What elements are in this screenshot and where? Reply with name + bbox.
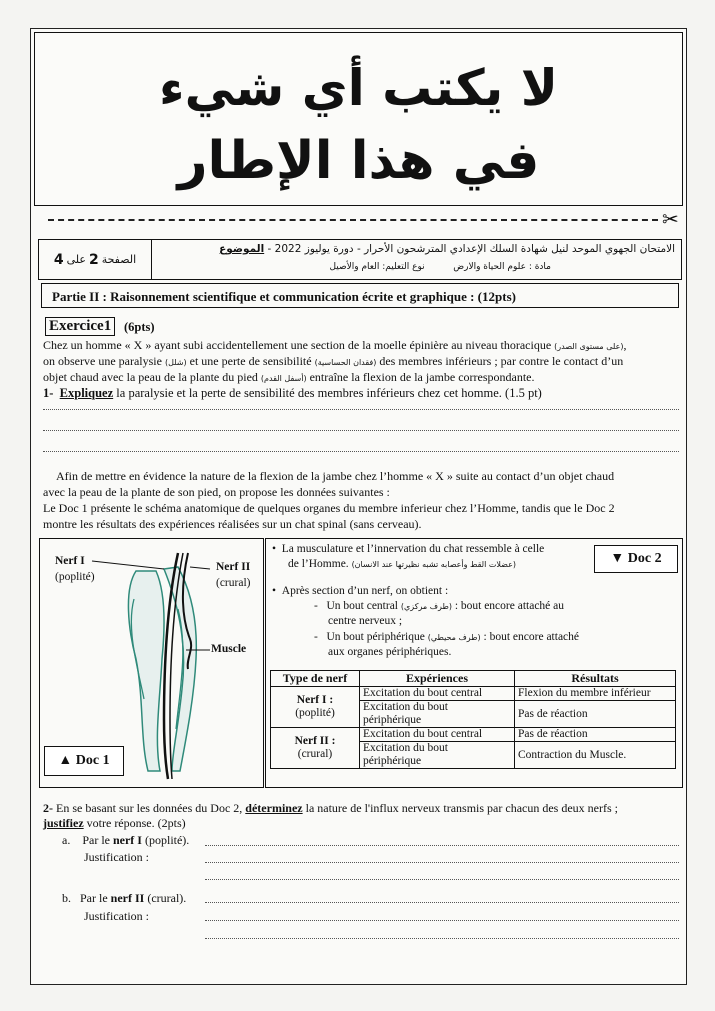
doc-2-b1b: de l’Homme.: [288, 558, 349, 570]
type-line: نوع التعليم: العام والأصيل: [329, 262, 425, 272]
subject-info: [329, 262, 551, 272]
doc-1-figure: [39, 538, 264, 788]
nerf-1-sub: (poplité): [55, 571, 95, 583]
context-line-1: Afin de mettre en évidence la nature de la flexion de la jambe chez l’homme « X » suite au contact d’un objet chaud: [56, 469, 615, 483]
nerf-2-sub: (crural): [216, 577, 251, 589]
q2b-text: Par le: [80, 891, 108, 905]
banner-line-2: في هذا الإطار: [177, 131, 540, 191]
q1-text: la paralysie et la perte de sensibilité des membres inférieurs chez cet homme. (1.5 pt): [116, 386, 542, 400]
intro-2a: on observe une paralysie: [43, 354, 162, 368]
intro-3b: entraîne la flexion de la jambe correspondante.: [309, 370, 535, 384]
cut-line: [48, 219, 658, 221]
doc-2-b1a: La musculature et l’innervation du chat ressemble à celle: [281, 543, 545, 555]
nerve-2-name: Nerf II :: [294, 735, 336, 747]
doc-2-dash-1: - Un bout central (طرف مركزي) : bout encore attaché au: [314, 600, 565, 612]
exp-cell: Excitation du bout central: [360, 728, 515, 742]
question-2: [43, 800, 618, 816]
pointer-line: [92, 561, 164, 569]
subject-line: مادة : علوم الحياة والارض: [453, 262, 551, 272]
q2b-justification-label: Justification :: [84, 909, 149, 923]
answer-line[interactable]: [43, 430, 679, 431]
exercise-1-points: (6pts): [124, 320, 155, 334]
exercise-label-text: Exercice1: [49, 318, 112, 334]
doc-2-d2b: : bout encore attaché: [483, 631, 580, 643]
exp-text: périphérique: [363, 714, 422, 726]
q2a-label: a.: [62, 833, 71, 847]
muscle-shape: [164, 567, 196, 771]
muscle-label: Muscle: [211, 643, 247, 655]
intro-3a: objet chaud avec la peau de la plante du pied: [43, 370, 258, 384]
exercise-1-label: [45, 317, 115, 336]
doc-2-b1-arabic: (عضلات القط وأعصابه تشبه نظيرتها عند الانسان): [351, 560, 517, 569]
intro-2-arabic-2: (فقدان الحساسية): [314, 358, 377, 367]
q2b: [62, 890, 186, 906]
doc-2-d2-arabic: (طرف محيطي): [427, 633, 481, 642]
result-cell: Pas de réaction: [515, 701, 676, 728]
exp-text: périphérique: [363, 755, 422, 767]
q2-verb: déterminez: [245, 801, 303, 815]
nerve-1-name: Nerf I :: [296, 694, 334, 706]
subject-word: الموضوع: [219, 243, 265, 255]
intro-2-arabic-1: (شلل): [164, 358, 187, 367]
exam-title: [219, 243, 675, 255]
doc-2-b2: Après section d’un nerf, on obtient :: [281, 585, 449, 597]
q2a: [62, 832, 189, 848]
q2-text-3: votre réponse. (2pts): [86, 816, 186, 830]
question-1: [43, 385, 542, 401]
exp-text: Excitation du bout: [363, 701, 448, 713]
question-2-line-2: [43, 815, 186, 831]
doc-2-d1-arabic: (طرف مركزي): [400, 602, 452, 611]
answer-line[interactable]: [43, 451, 679, 452]
doc-2-dash-1c: centre nerveux ;: [328, 615, 403, 627]
doc-2-d1b: : bout encore attaché au: [454, 600, 565, 612]
nerf-1-label: Nerf I: [55, 555, 85, 567]
q2a-bold: nerf I: [112, 833, 142, 847]
q2-text-1: En se basant sur les données du Doc 2,: [56, 801, 243, 815]
intro-1a: Chez un homme « X » ayant subi accidentellement une section de la moelle épinière au niveau thoracique: [43, 338, 552, 352]
q2b-bold: nerf II: [110, 891, 145, 905]
exp-cell: Excitation du bout central: [360, 687, 515, 701]
q2-number: 2-: [43, 801, 53, 815]
col-header: Expériences: [360, 671, 515, 687]
intro-2c: des membres inférieurs ; par contre le contact d’un: [379, 354, 624, 368]
answer-line[interactable]: [205, 938, 679, 939]
answer-line[interactable]: [205, 902, 679, 903]
page-indicator: [39, 240, 152, 279]
page-label: الصفحة: [101, 253, 137, 266]
exp-cell: [360, 742, 515, 769]
q2a-justification-label: Justification :: [84, 850, 149, 864]
page-total: 4: [53, 251, 64, 268]
nerf-2-label: Nerf II: [216, 561, 251, 573]
pointer-line: [190, 567, 210, 569]
q1-verb: Expliquez: [59, 386, 114, 400]
doc-2-bullet-1b: [288, 556, 516, 573]
context-line-3: Le Doc 1 présente le schéma anatomique de quelques organes du membre inferieur chez l’Homme, tandis que le Doc 2: [43, 501, 615, 515]
intro-3-arabic: (أسفل القدم): [260, 374, 307, 383]
q2b-label: b.: [62, 891, 71, 905]
q2-text-2: la nature de l'influx nerveux transmis par chacun des deux nerfs ;: [305, 801, 618, 815]
q2b-text-2: (crural).: [147, 891, 187, 905]
results-table: [270, 670, 676, 769]
answer-line[interactable]: [43, 409, 679, 410]
result-cell: Contraction du Muscle.: [515, 742, 676, 769]
answer-line[interactable]: [205, 920, 679, 921]
scissors-icon: ✂: [662, 207, 679, 231]
page-of: على: [66, 253, 86, 266]
doc-2-d2a: Un bout périphérique: [326, 631, 425, 643]
doc-2-dash-2: - Un bout périphérique (طرف محيطي) : bout encore attaché: [314, 631, 580, 643]
exp-cell: [360, 701, 515, 728]
nerve-cell: [271, 728, 360, 769]
intro-1b: ,: [623, 338, 627, 352]
nerve-2-sub: (crural): [297, 748, 333, 760]
answer-line[interactable]: [205, 879, 679, 880]
nerve-cell: [271, 687, 360, 728]
exam-title-text: الامتحان الجهوي الموحد لنيل شهادة السلك الإعدادي المترشحون الأحرار - دورة يوليوز 2022 -: [267, 243, 675, 255]
nerve-1-sub: (poplité): [295, 707, 335, 719]
banner-line-1: لا يكتب أي شيء: [159, 59, 558, 117]
exam-header: [38, 239, 682, 280]
table-header-row: [271, 671, 676, 687]
doc-2-dash-2c: aux organes périphériques.: [328, 646, 452, 658]
col-header: Résultats: [515, 671, 676, 687]
intro-1-arabic: (على مستوى الصدر): [554, 342, 624, 351]
q2a-text-2: (poplité).: [144, 833, 190, 847]
col-header: Type de nerf: [271, 671, 360, 687]
part-2-title: Partie II : Raisonnement scientifique et communication écrite et graphique : (12pts): [41, 283, 679, 308]
table-row: [271, 728, 676, 742]
context-line-4: montre les résultats des expériences réalisées sur un chat spinal (sans cerveau).: [43, 517, 422, 531]
q2a-text: Par le: [82, 833, 110, 847]
doc-2-d1a: Un bout central: [326, 600, 399, 612]
exp-text: Excitation du bout: [363, 742, 448, 754]
table-row: [271, 687, 676, 701]
answer-line[interactable]: [205, 845, 679, 846]
page-number: 2: [88, 251, 99, 268]
doc-2-bullet-2: • Après section d’un nerf, on obtient :: [272, 585, 449, 597]
answer-line[interactable]: [205, 862, 679, 863]
doc-2-label: ▼ Doc 2: [594, 545, 678, 573]
result-cell: Flexion du membre inférieur: [515, 687, 676, 701]
context-line-2: avec la peau de la plante de son pied, on propose les données suivantes :: [43, 485, 390, 499]
q1-number: 1-: [43, 386, 54, 400]
doc-1-label: ▲ Doc 1: [44, 746, 124, 776]
intro-2b: et une perte de sensibilité: [189, 354, 312, 368]
q2-verb-2: justifiez: [43, 816, 84, 830]
doc-2-bullet-1: • La musculature et l’innervation du chat ressemble à celle: [272, 543, 545, 555]
result-cell: Pas de réaction: [515, 728, 676, 742]
do-not-write-frame: [34, 32, 683, 206]
